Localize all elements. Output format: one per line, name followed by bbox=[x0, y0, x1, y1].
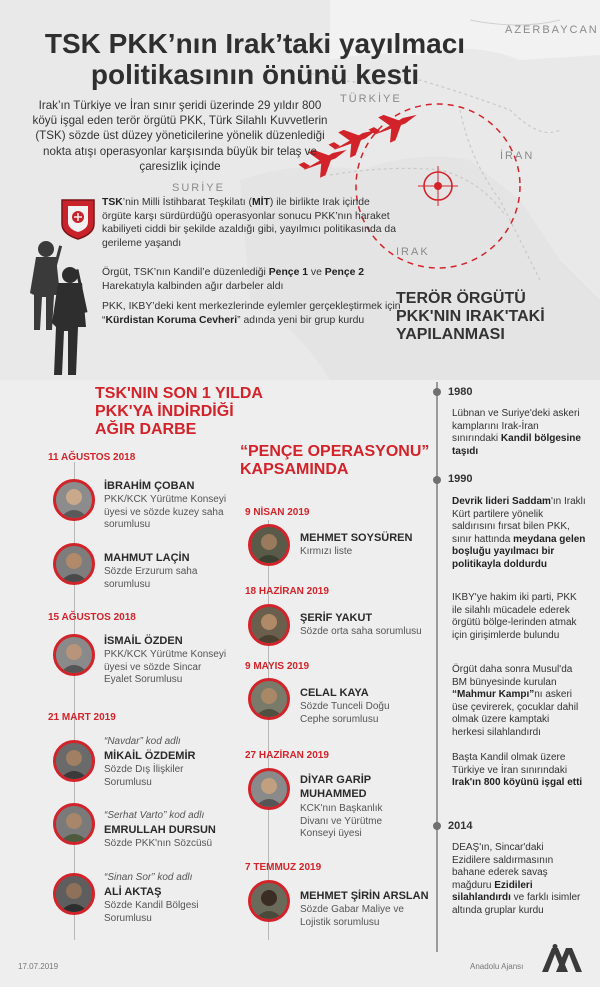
person-name: İSMAİL ÖZDEN bbox=[104, 635, 183, 647]
person-name: EMRULLAH DURSUN bbox=[104, 824, 216, 836]
person-name: MEHMET SOYSÜREN bbox=[300, 532, 413, 544]
person-photo bbox=[53, 740, 95, 782]
tsk-emblem-icon bbox=[60, 198, 96, 240]
timeline-text: Örgüt daha sonra Musul'da BM bünyesinde kurulan “Mahmur Kampı”nı askeri üse çevirerek, çocuklar dahil olmak üzere kamptaki herkesi silahlandırdı bbox=[452, 664, 579, 738]
timeline-dot bbox=[433, 476, 441, 484]
person-desc: Sözde orta saha sorumlusu bbox=[300, 626, 422, 637]
person-desc: Kırmızı liste bbox=[300, 546, 353, 557]
person-name: CELAL KAYA bbox=[300, 687, 369, 699]
person-alias: “Navdar” kod adlı bbox=[104, 736, 181, 747]
middle-section-title: “PENÇE OPERASYONU” KAPSAMINDA bbox=[240, 443, 430, 478]
group-paragraph: PKK, IKBY’deki kent merkezlerinde eylemler gerçekleştirmek için “Kürdistan Koruma Cevheri” adında yeni bir grup kurdu bbox=[102, 301, 401, 326]
soldiers-silhouette bbox=[18, 235, 90, 380]
timeline-line bbox=[436, 382, 438, 952]
mit-paragraph: TSK’nin Milli İstihbarat Teşkilatı (MİT) ile birlikte Irak içinde örgüte karşı sürdürdüğü operasyonlar sonucu PKK’nın haraket kabiliyeti ciddi bir şekilde azaldığı gibi, yayılmıcı politikasında da gerileme yaşandı bbox=[102, 197, 396, 249]
date-label: 27 HAZİRAN 2019 bbox=[245, 750, 329, 761]
intro-text: Irak’ın Türkiye ve İran sınır şeridi üzerinde 29 yıldır 800 köyü işgal eden terör örgütü PKK, Türk Silahlı Kuvvetlerin (TSK) sözde üst düzey yöneticilerine yönelik düzenlediği nokta atışı operasyonlar karşısında büyük bir telaş ve çaresizlik içinde bbox=[32, 99, 328, 173]
person-name: DİYAR GARİP MUHAMMED bbox=[300, 774, 372, 800]
person-name: ALİ AKTAŞ bbox=[104, 886, 162, 898]
timeline-year: 1980 bbox=[448, 386, 473, 398]
person-desc: Sözde Dış İlişkiler Sorumlusu bbox=[104, 764, 184, 788]
person-desc: PKK/KCK Yürütme Konseyi üyesi ve sözde kuzey saha sorumlusu bbox=[104, 494, 227, 530]
person-photo bbox=[248, 604, 290, 646]
person-photo bbox=[53, 873, 95, 915]
timeline-text: Devrik lideri Saddam'ın Iraklı Kürt partilere yönelik saldırısını fırsat bilen PKK, sınır hattında meydana gelen boşluğu yayılmacı bir politikayla doldurdu bbox=[452, 496, 586, 570]
person-photo bbox=[248, 880, 290, 922]
person-name: ŞERİF YAKUT bbox=[300, 612, 373, 624]
footer-agency: Anadolu Ajansı bbox=[470, 962, 524, 971]
person-photo bbox=[53, 543, 95, 585]
pence-paragraph: Örgüt, TSK’nın Kandil’e düzenlediği Pençe 1 ve Pençe 2 Harekatıyla kalbinden ağır darbeler aldı bbox=[102, 267, 365, 292]
right-section-title: TERÖR ÖRGÜTÜ PKK'NIN IRAK'TAKİ YAPILANMASI bbox=[396, 290, 545, 343]
person-desc: PKK/KCK Yürütme Konseyi üyesi ve sözde Sincar Eyalet Sorumlusu bbox=[104, 649, 227, 685]
date-label: 11 AĞUSTOS 2018 bbox=[48, 452, 136, 463]
person-photo bbox=[53, 803, 95, 845]
person-desc: Sözde PKK'nın Sözcüsü bbox=[104, 838, 213, 849]
date-label: 15 AĞUSTOS 2018 bbox=[48, 612, 136, 623]
person-photo bbox=[248, 768, 290, 810]
footer-date: 17.07.2019 bbox=[18, 962, 59, 971]
timeline-text: IKBY'ye hakim iki parti, PKK ile silahlı mücadele ederek örgütü bölge-lerinden atmak için girişimlerde bulundu bbox=[452, 592, 577, 641]
map-label-turkiye: TÜRKİYE bbox=[340, 93, 402, 105]
timeline-dot bbox=[433, 388, 441, 396]
person-desc: Sözde Kandil Bölgesi Sorumlusu bbox=[104, 900, 199, 924]
person-alias: “Sinan Sor” kod adlı bbox=[104, 872, 193, 883]
timeline-year: 2014 bbox=[448, 820, 473, 832]
timeline-text: DEAŞ'ın, Sincar'daki Ezidilere saldırmasının bahane ederek savaş mağduru Ezidileri silahlandırdı ve farklı isimler altında gruplar kurdu bbox=[452, 842, 581, 916]
date-label: 9 MAYIS 2019 bbox=[245, 661, 310, 672]
person-name: MAHMUT LAÇİN bbox=[104, 552, 190, 564]
date-label: 21 MART 2019 bbox=[48, 712, 116, 723]
map-label-iran: İRAN bbox=[500, 150, 535, 162]
date-label: 9 NİSAN 2019 bbox=[245, 507, 310, 518]
person-photo bbox=[248, 678, 290, 720]
person-name: MEHMET ŞİRİN ARSLAN bbox=[300, 890, 429, 902]
timeline-text: Lübnan ve Suriye'deki askeri kamplarını Irak-İran sınırındaki Kandil bölgesine taşıdı bbox=[452, 408, 581, 457]
map-label-irak: IRAK bbox=[396, 246, 430, 258]
person-desc: Sözde Gabar Maliye ve Lojistik sorumlusu bbox=[300, 904, 404, 928]
left-section-title: TSK'NIN SON 1 YILDA PKK'YA İNDİRDİĞİ AĞIR DARBE bbox=[95, 385, 263, 438]
person-desc: Sözde Tunceli Doğu Cephe sorumlusu bbox=[300, 701, 390, 725]
aa-logo bbox=[540, 944, 582, 974]
map-label-suriye: SURİYE bbox=[172, 182, 225, 194]
date-label: 18 HAZİRAN 2019 bbox=[245, 586, 329, 597]
map-label-azerbaycan: AZERBAYCAN bbox=[505, 24, 599, 36]
person-photo bbox=[248, 524, 290, 566]
person-photo bbox=[53, 479, 95, 521]
person-name: MİKAİL ÖZDEMİR bbox=[104, 750, 196, 762]
person-desc: Sözde Erzurum saha sorumlusu bbox=[104, 566, 198, 590]
person-name: İBRAHİM ÇOBAN bbox=[104, 480, 195, 492]
timeline-year: 1990 bbox=[448, 473, 473, 485]
person-photo bbox=[53, 634, 95, 676]
person-desc: KCK'nın Başkanlık Divanı ve Yürütme Konseyi üyesi bbox=[300, 803, 383, 839]
page-title: TSK PKK’nın Irak’taki yayılmacı politikasının önünü kesti bbox=[44, 28, 466, 90]
person-alias: “Serhat Varto” kod adlı bbox=[104, 810, 205, 821]
timeline-text: Başta Kandil olmak üzere Türkiye ve İran sınırındaki Irak'ın 800 köyünü işgal etti bbox=[452, 752, 583, 788]
timeline-dot bbox=[433, 822, 441, 830]
date-label: 7 TEMMUZ 2019 bbox=[245, 862, 322, 873]
